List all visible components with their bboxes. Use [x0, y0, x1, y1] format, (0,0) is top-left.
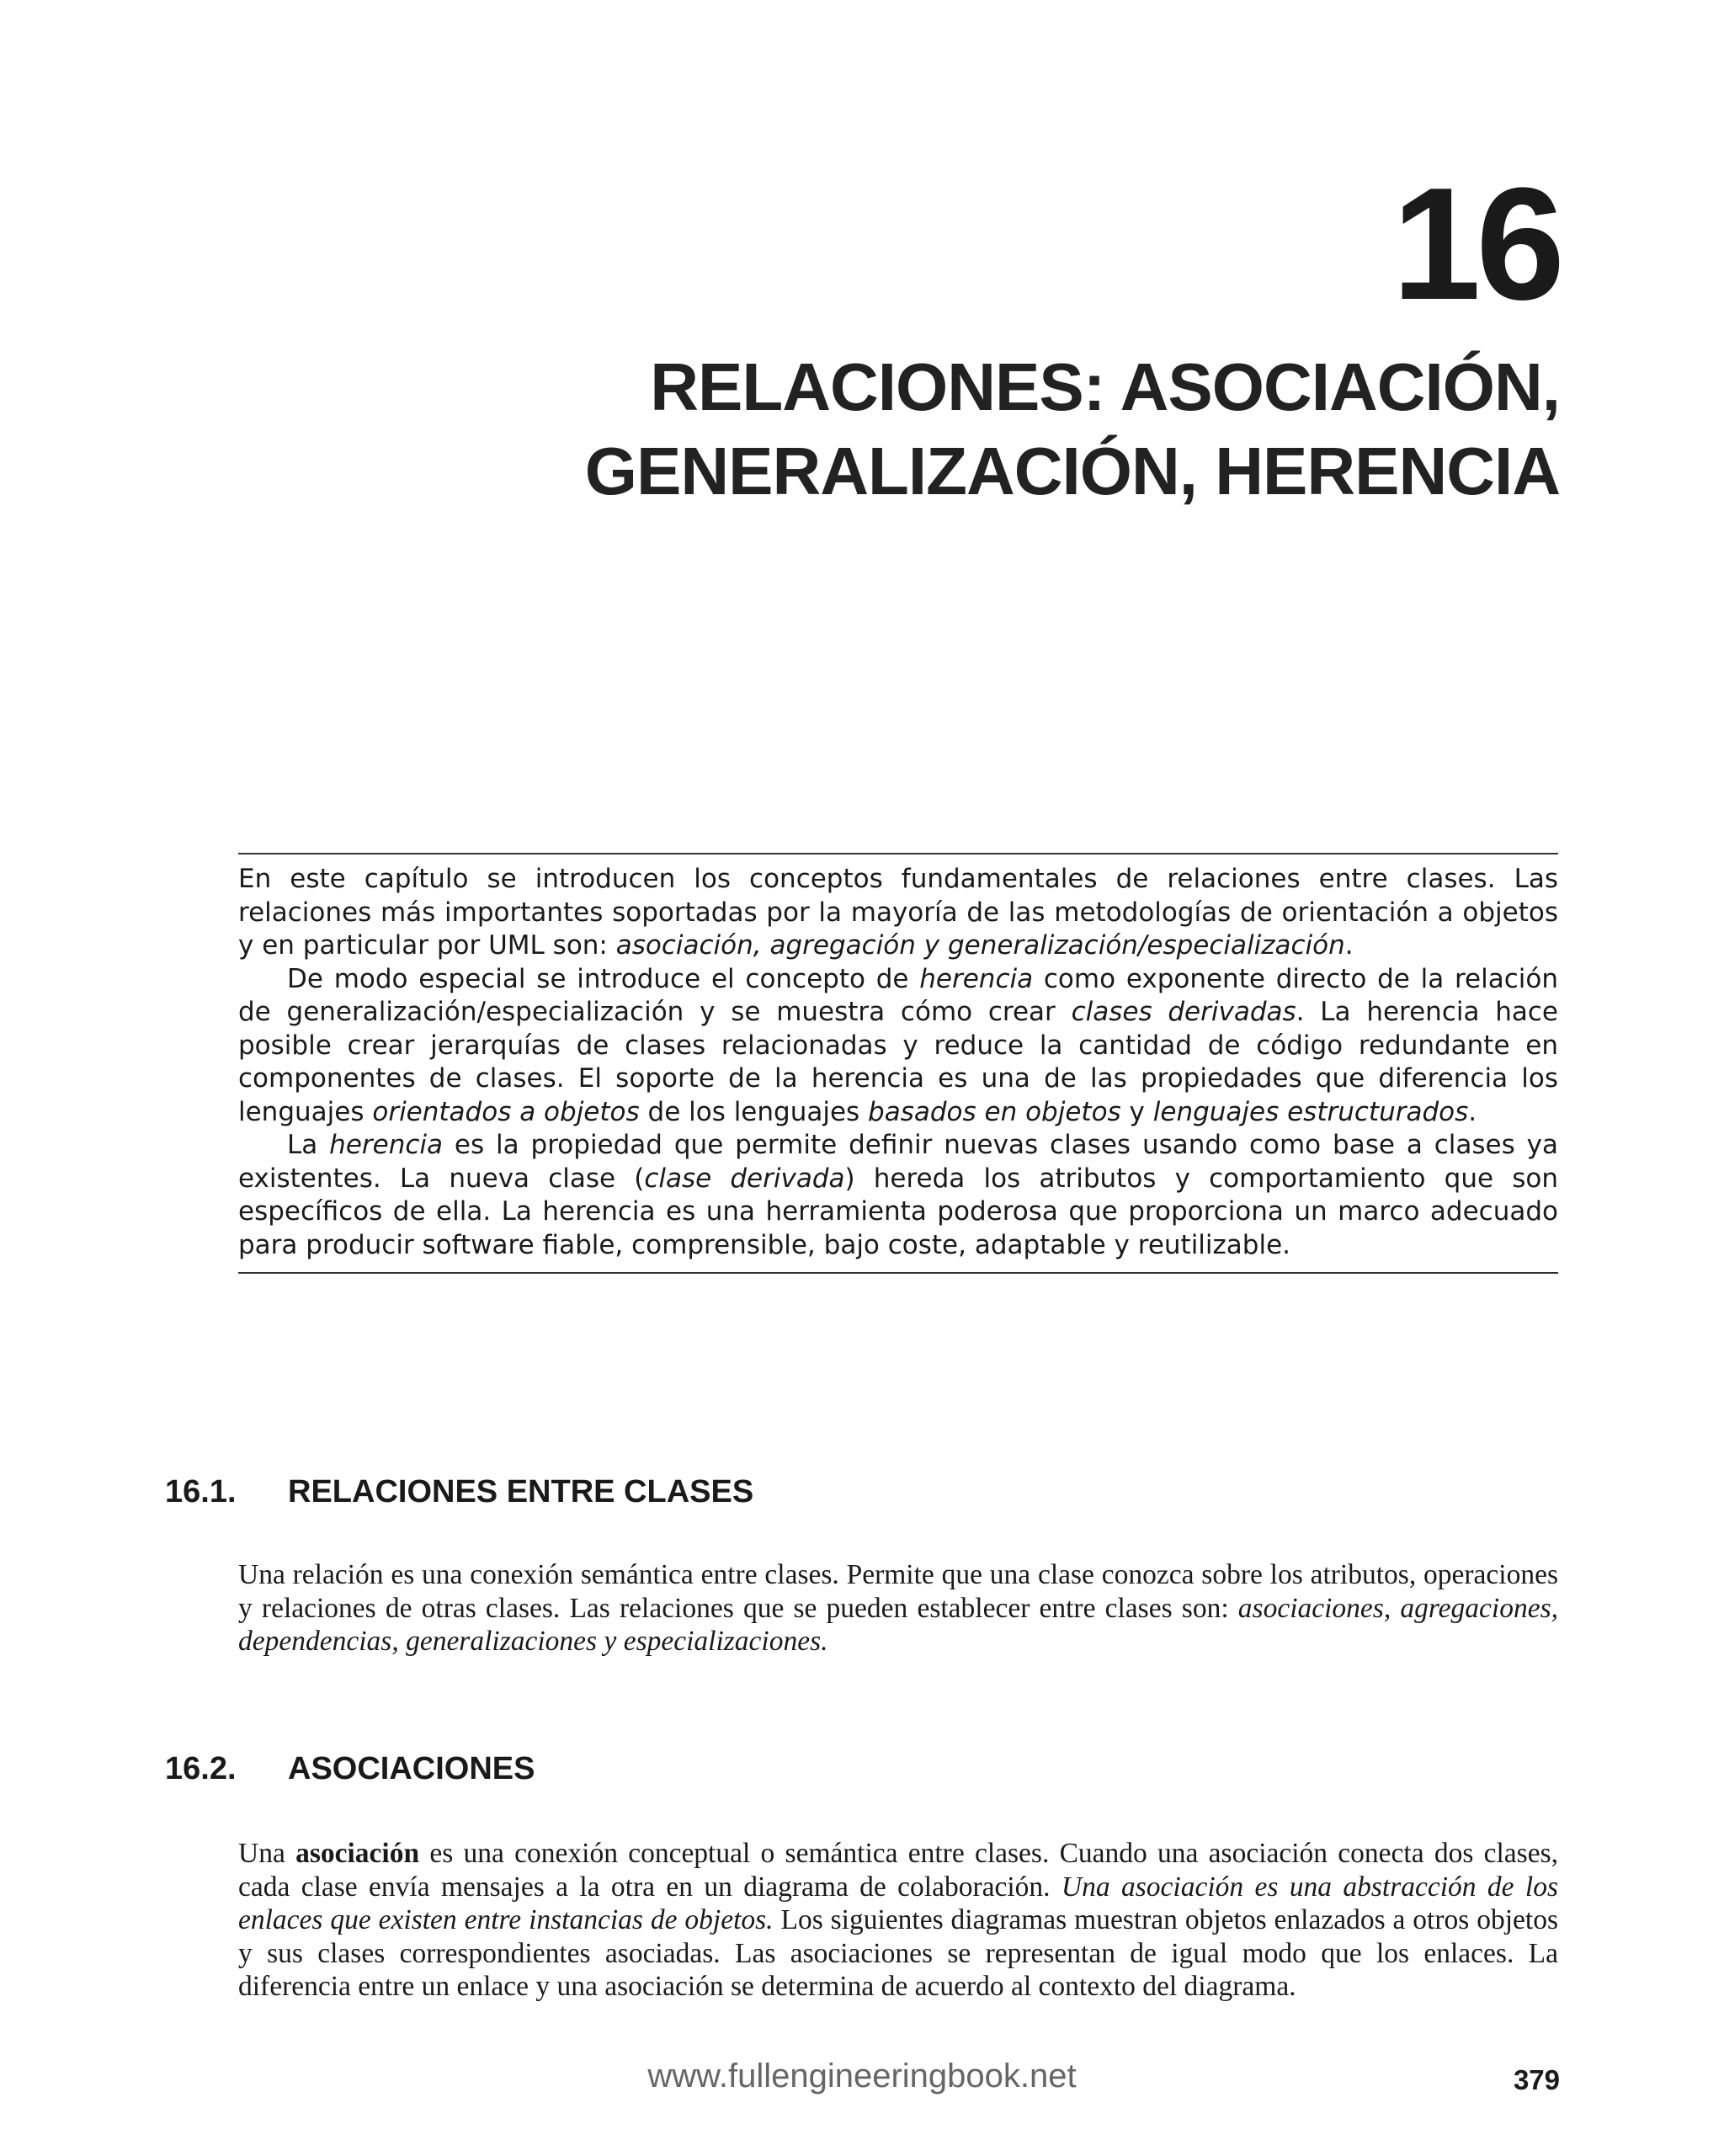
body-emphasis: Una asociación es una abstracción de los enlaces que existen entre instancias de objetos. [238, 1871, 1558, 1935]
body-paragraph [238, 1837, 1558, 2004]
intro-paragraph-1 [238, 863, 1558, 963]
section-number: 16.1. [165, 1474, 237, 1509]
intro-text: La [287, 1130, 330, 1160]
intro-text: como exponente directo de la relación de generalización/especialización y se muestra cómo crear [238, 963, 1558, 1027]
section-heading-16-1 [165, 1472, 753, 1511]
chapter-title-line-1: RELACIONES: ASOCIACIÓN, [650, 349, 1560, 424]
intro-emphasis: herencia [919, 963, 1034, 994]
intro-emphasis: herencia [329, 1130, 444, 1160]
intro-emphasis: orientados a objetos [372, 1096, 640, 1127]
intro-text: De modo especial se introduce el concepto de [287, 963, 920, 994]
section-heading-16-2 [165, 1749, 535, 1788]
intro-paragraph-3 [238, 1129, 1558, 1262]
intro-text: . La herencia hace posible crear jerarquías de clases relacionadas y reduce la cantidad de código redundante en componentes de clases. El soporte de la herencia es una de las propiedades que diferencia los lenguajes [238, 997, 1558, 1127]
intro-text: . [1468, 1096, 1477, 1127]
intro-paragraph-2 [238, 963, 1558, 1130]
intro-emphasis: clases derivadas [1071, 997, 1296, 1027]
body-paragraph [238, 1558, 1558, 1658]
body-text: Una relación es una conexión semántica entre clases. Permite que una clase conozca sobre los atributos, operaciones y relaciones de otras clases. Las relaciones que se pueden establecer entre clases son: [238, 1559, 1558, 1624]
intro-text: . [1344, 930, 1354, 961]
intro-text: y [1120, 1096, 1153, 1127]
chapter-number: 16 [1391, 155, 1560, 333]
intro-text: ) hereda los atributos y comportamiento que son específicos de ella. La herencia es una herramienta poderosa que proporciona un marco adecuado para producir software fiable, comprensible, bajo coste, adaptable y reutilizable. [238, 1163, 1559, 1260]
page-number: 379 [1513, 2064, 1560, 2095]
intro-emphasis: lenguajes estructurados [1152, 1096, 1469, 1127]
body-text: Una [238, 1838, 296, 1869]
intro-emphasis: asociación, agregación y generalización/especialización [615, 930, 1345, 961]
intro-text: En este capítulo se introducen los conceptos fundamentales de relaciones entre clases. Las relaciones más importantes soportadas por la mayoría de las metodologías de orientación a objetos y en particular por UML son: [238, 864, 1558, 961]
footer-url: www.fullengineeringbook.net [647, 2058, 1077, 2095]
section-16-1-body [238, 1558, 1558, 1658]
section-16-2-body [238, 1837, 1558, 2004]
body-strong: asociación [295, 1838, 420, 1869]
intro-emphasis: basados en objetos [868, 1096, 1121, 1127]
intro-emphasis: clase derivada [644, 1163, 845, 1194]
body-text: es una conexión conceptual o semántica entre clases. Cuando una asociación conecta dos clases, cada clase envía mensajes a la otra en un diagrama de colaboración. [238, 1838, 1558, 1903]
intro-text: es la propiedad que permite definir nuevas clases usando como base a clases ya existentes. La nueva clase ( [238, 1130, 1558, 1194]
intro-text: de los lenguajes [639, 1096, 869, 1127]
chapter-intro-box [238, 853, 1558, 1274]
chapter-title [297, 345, 1560, 514]
chapter-title-line-2: GENERALIZACIÓN, HERENCIA [584, 434, 1560, 508]
body-emphasis: asociaciones, agregaciones, dependencias, generalizaciones y especializaciones. [238, 1592, 1559, 1657]
section-number: 16.2. [165, 1751, 237, 1786]
section-title: RELACIONES ENTRE CLASES [288, 1474, 754, 1509]
body-text: Los siguientes diagramas muestran objetos enlazados a otros objetos y sus clases correspondientes asociadas. Las asociaciones se representan de igual modo que los enlaces. La diferencia entre un enlace y una asociación se determina de acuerdo al contexto del diagrama. [238, 1904, 1558, 2002]
section-title: ASOCIACIONES [288, 1751, 535, 1786]
